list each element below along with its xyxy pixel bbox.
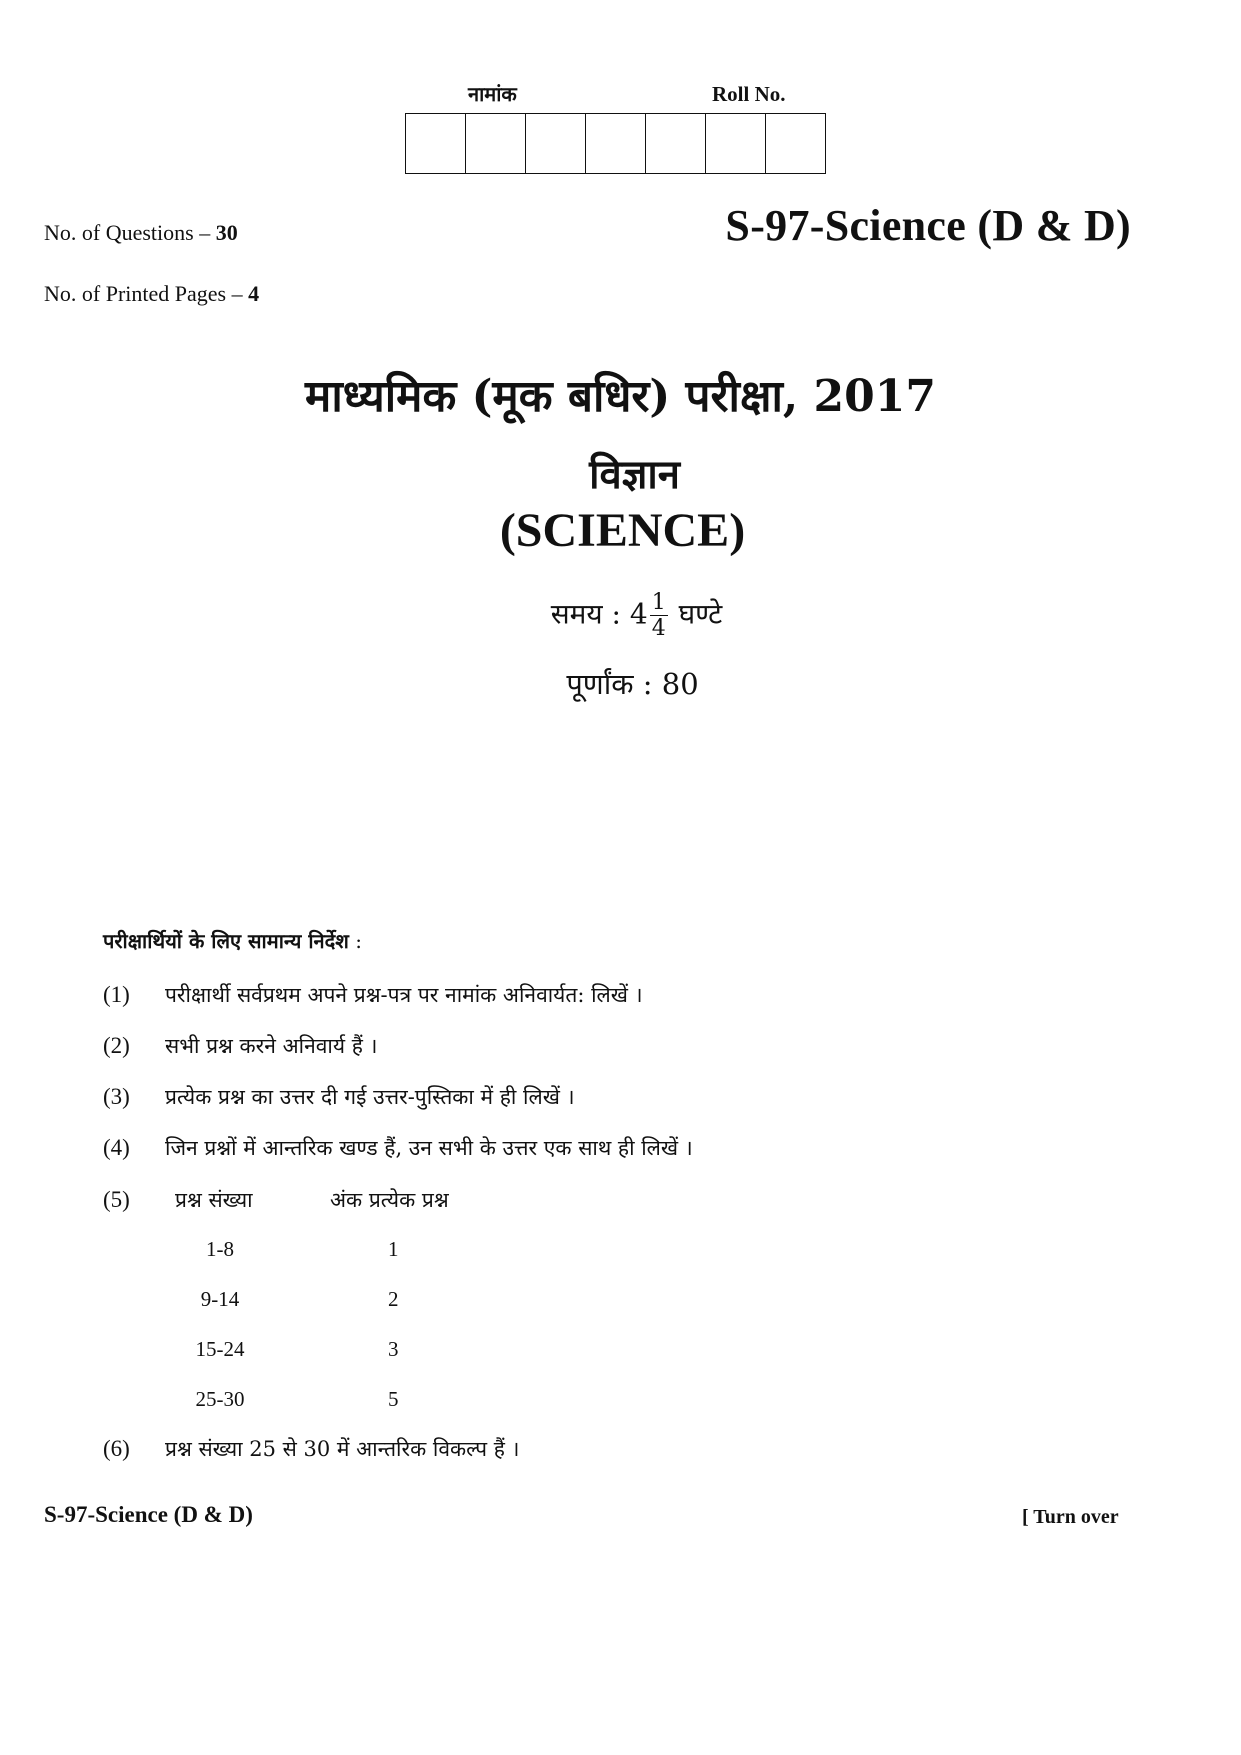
pages-value: 4 xyxy=(248,281,260,306)
turn-over-note: [ Turn over xyxy=(1022,1506,1119,1528)
instruction-item xyxy=(103,1083,575,1111)
roll-number-boxes xyxy=(405,113,826,174)
roll-label-english: Roll No. xyxy=(712,82,786,106)
fraction-numerator: 1 xyxy=(651,590,666,615)
instruction-text: परीक्षार्थी सर्वप्रथम अपने प्रश्न-पत्र पर नामांक अनिवार्यत: लिखें । xyxy=(165,983,643,1007)
fraction-denominator: 4 xyxy=(651,616,666,641)
subject-hindi: विज्ञान xyxy=(589,451,680,498)
pages-count xyxy=(44,281,259,307)
marks-row-marks: 2 xyxy=(388,1287,399,1311)
paper-code: S-97-Science (D & D) xyxy=(725,201,1131,250)
marks-row-questions: 1-8 xyxy=(206,1237,234,1261)
instruction-item xyxy=(103,1134,693,1162)
roll-digit-box[interactable] xyxy=(646,114,706,173)
time-allowed xyxy=(0,592,1241,640)
instruction-item xyxy=(103,1435,520,1463)
marks-col-marks-each: अंक प्रत्येक प्रश्न xyxy=(330,1188,449,1212)
roll-digit-box[interactable] xyxy=(706,114,766,173)
time-fraction xyxy=(650,592,668,640)
instruction-text: प्रत्येक प्रश्न का उत्तर दी गई उत्तर-पुस्तिका में ही लिखें । xyxy=(165,1085,575,1109)
marks-row-questions: 25-30 xyxy=(195,1387,245,1411)
instruction-number: (4) xyxy=(103,1135,130,1160)
instruction-item xyxy=(103,981,643,1009)
roll-label-hindi: नामांक xyxy=(468,84,517,106)
instruction-number: (3) xyxy=(103,1084,130,1109)
full-marks: पूर्णांक : 80 xyxy=(566,667,699,701)
roll-digit-box[interactable] xyxy=(466,114,526,173)
questions-count xyxy=(44,220,238,246)
marks-row-marks: 3 xyxy=(388,1337,399,1361)
instruction-number: (6) xyxy=(103,1436,130,1461)
marks-row-marks: 1 xyxy=(388,1237,399,1261)
instruction-text: जिन प्रश्नों में आन्तरिक खण्ड हैं, उन सभी के उत्तर एक साथ ही लिखें । xyxy=(165,1136,693,1160)
marks-col-question-number: प्रश्न संख्या xyxy=(175,1188,253,1212)
instructions-heading xyxy=(103,927,362,954)
roll-digit-box[interactable] xyxy=(406,114,466,173)
instructions-heading-colon: : xyxy=(348,929,362,953)
footer-paper-code: S-97-Science (D & D) xyxy=(44,1502,253,1527)
marks-row-marks: 5 xyxy=(388,1387,399,1411)
subject-english: (SCIENCE) xyxy=(499,504,746,557)
time-unit: घण्टे xyxy=(678,597,723,631)
instruction-text: प्रश्न संख्या 25 से 30 में आन्तरिक विकल्प हैं । xyxy=(165,1437,520,1461)
marks-row-questions: 9-14 xyxy=(200,1287,240,1311)
time-label: समय : 4 xyxy=(550,597,648,631)
instruction-number: (2) xyxy=(103,1033,130,1058)
instruction-number: (1) xyxy=(103,982,130,1007)
instruction-item xyxy=(103,1032,378,1060)
exam-title: माध्यमिक (मूक बधिर) परीक्षा, 2017 xyxy=(305,371,936,422)
instruction-number: (5) xyxy=(103,1187,130,1212)
questions-value: 30 xyxy=(215,220,238,245)
marks-row-questions: 15-24 xyxy=(195,1337,245,1361)
roll-digit-box[interactable] xyxy=(586,114,646,173)
instruction-text: सभी प्रश्न करने अनिवार्य हैं । xyxy=(165,1034,378,1058)
instructions-heading-text: परीक्षार्थियों के लिए सामान्य निर्देश xyxy=(103,929,349,953)
marks-table-header xyxy=(103,1186,449,1214)
questions-label: No. of Questions – xyxy=(44,220,211,245)
roll-digit-box[interactable] xyxy=(526,114,586,173)
pages-label: No. of Printed Pages – xyxy=(44,281,243,306)
roll-digit-box[interactable] xyxy=(766,114,826,173)
